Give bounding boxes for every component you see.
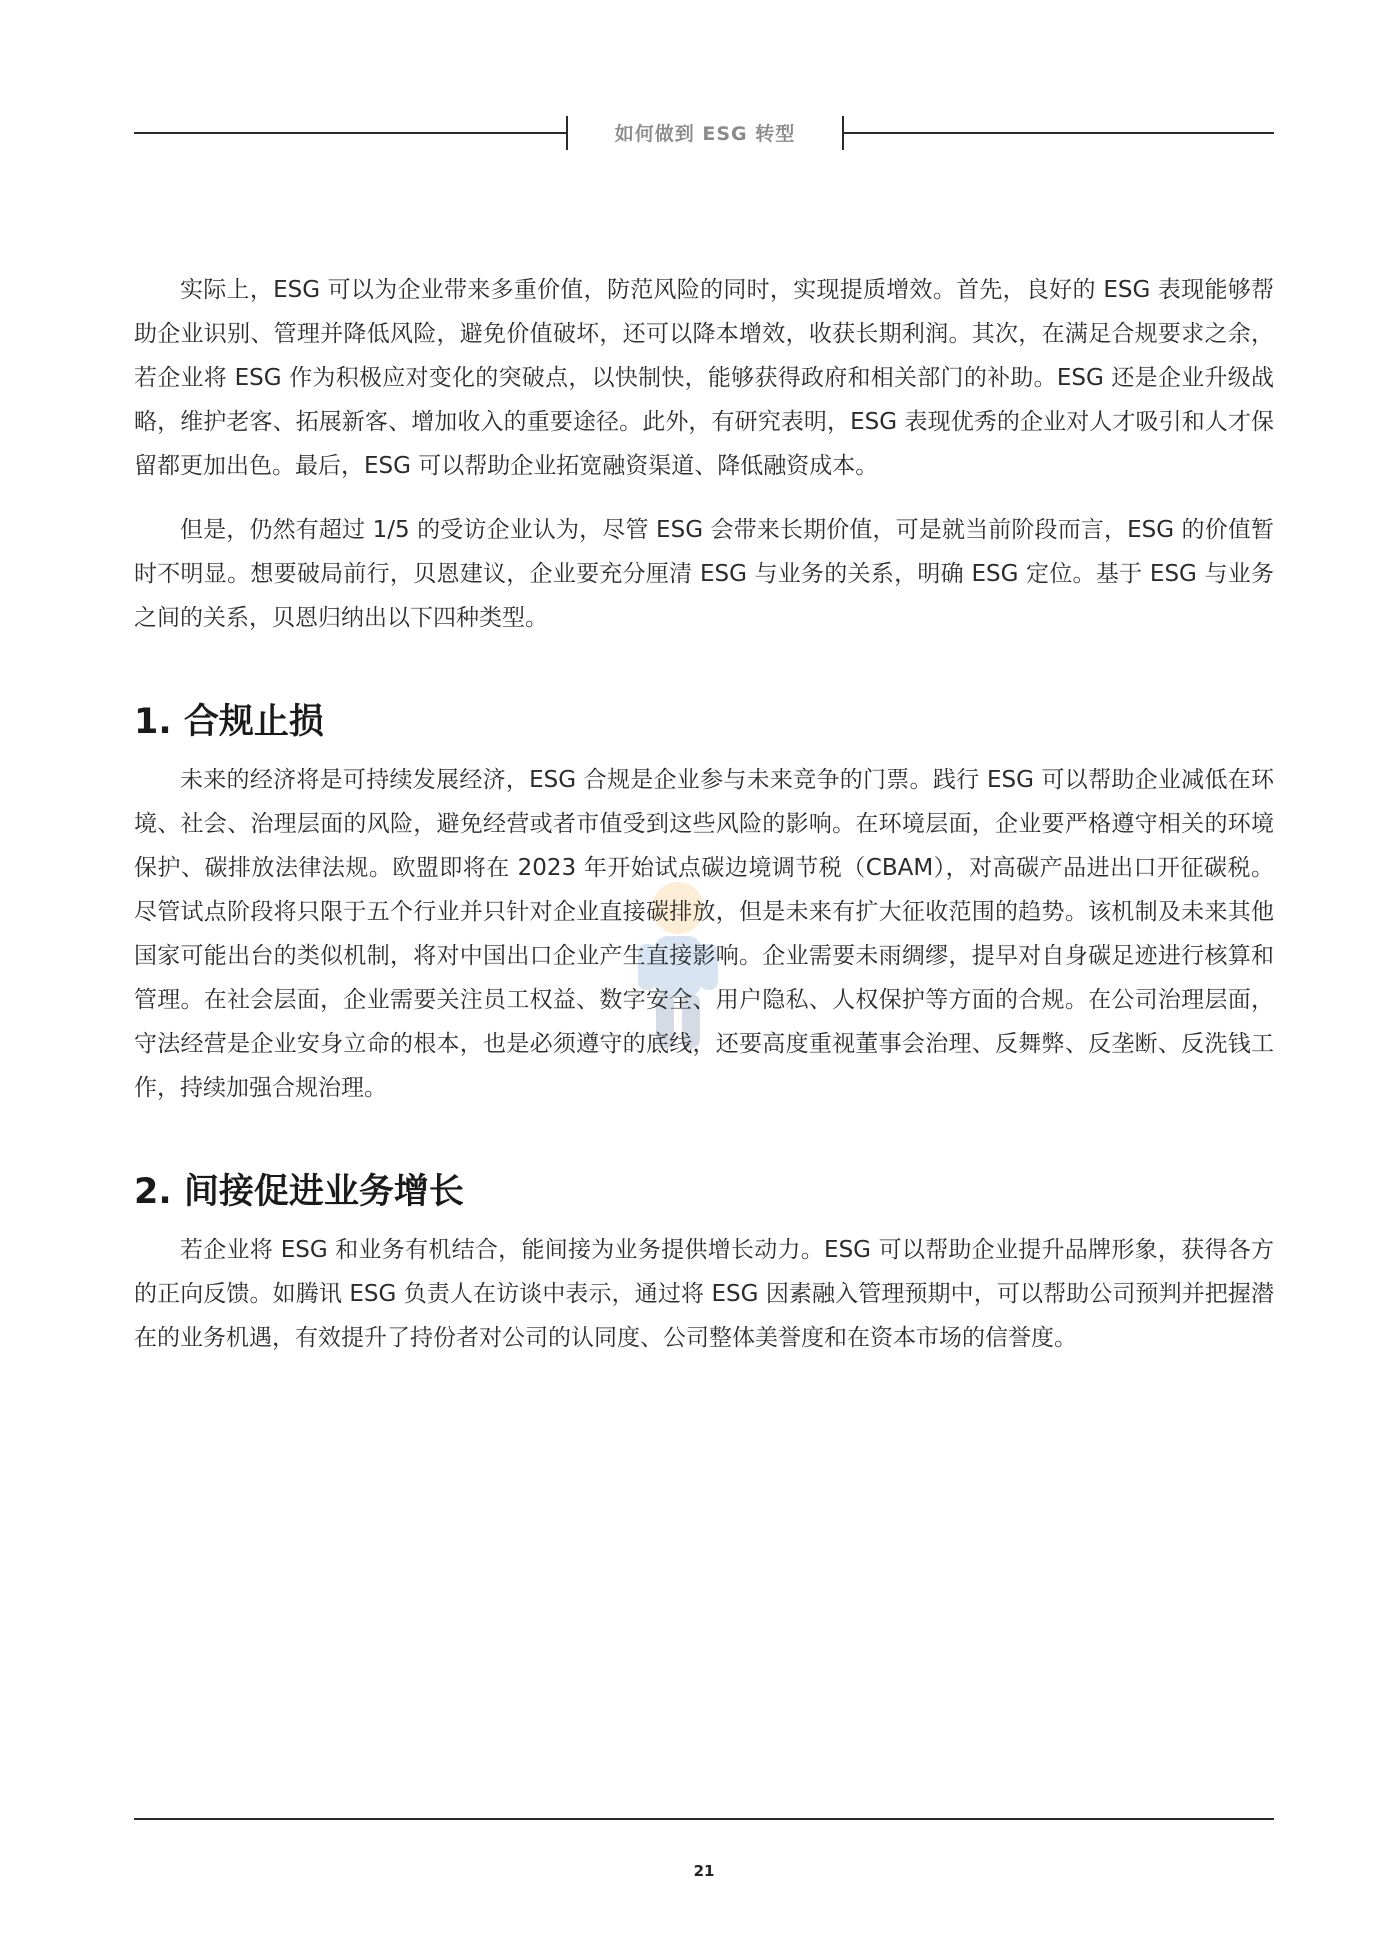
header-rule-right xyxy=(842,132,1274,134)
intro-paragraph: 实际上，ESG 可以为企业带来多重价值，防范风险的同时，实现提质增效。首先，良好的 ESG 表现能够帮助企业识别、管理并降低风险，避免价值破坏，还可以降本增效，收获长期利润。其次，在满足合规要求之余，若企业将 ESG 作为积极应对变化的突破点，以快制快，能够获得政府和相关部门的补助。ESG 还是企业升级战略，维护老客、拓展新客、增加收入的重要途径。此外，有研究表明，ESG 表现优秀的企业对人才吸引和人才保留都更加出色。最后，ESG 可以帮助企业拓宽融资渠道、降低融资成本。 xyxy=(134,277,1274,479)
header-title: 如何做到 ESG 转型 xyxy=(614,123,796,145)
section-heading: 2. 间接促进业务增长 xyxy=(134,1172,464,1212)
intro-paragraph: 但是，仍然有超过 1/5 的受访企业认为，尽管 ESG 会带来长期价值，可是就当前阶段而言，ESG 的价值暂时不明显。想要破局前行，贝恩建议，企业要充分厘清 ESG 与业务的关系，明确 ESG 定位。基于 ESG 与业务之间的关系，贝恩归纳出以下四种类型。 xyxy=(134,517,1274,631)
header-rule-left xyxy=(134,132,568,134)
footer-rule xyxy=(134,1818,1274,1820)
page-header xyxy=(134,112,1274,152)
section-paragraph: 未来的经济将是可持续发展经济，ESG 合规是企业参与未来竞争的门票。践行 ESG 可以帮助企业减低在环境、社会、治理层面的风险，避免经营或者市值受到这些风险的影响。在环境层面，企业要严格遵守相关的环境保护、碳排放法律法规。欧盟即将在 2023 年开始试点碳边境调节税（CBAM），对高碳产品进出口开征碳税。尽管试点阶段将只限于五个行业并只针对企业直接碳排放，但是未来有扩大征收范围的趋势。该机制及未来其他国家可能出台的类似机制，将对中国出口企业产生直接影响。企业需要未雨绸缪，提早对自身碳足迹进行核算和管理。在社会层面，企业需要关注员工权益、数字安全、用户隐私、人权保护等方面的合规。在公司治理层面，守法经营是企业安身立命的根本，也是必须遵守的底线，还要高度重视董事会治理、反舞弊、反垄断、反洗钱工作，持续加强合规治理。 xyxy=(134,767,1274,1101)
article-body xyxy=(134,268,1274,1360)
section-heading: 1. 合规止损 xyxy=(134,702,324,742)
section-paragraph: 若企业将 ESG 和业务有机结合，能间接为业务提供增长动力。ESG 可以帮助企业提升品牌形象，获得各方的正向反馈。如腾讯 ESG 负责人在访谈中表示，通过将 ESG 因素融入管理预期中，可以帮助公司预判并把握潜在的业务机遇，有效提升了持份者对公司的认同度、公司整体美誉度和在资本市场的信誉度。 xyxy=(134,1237,1274,1351)
page-number: 21 xyxy=(693,1862,715,1880)
